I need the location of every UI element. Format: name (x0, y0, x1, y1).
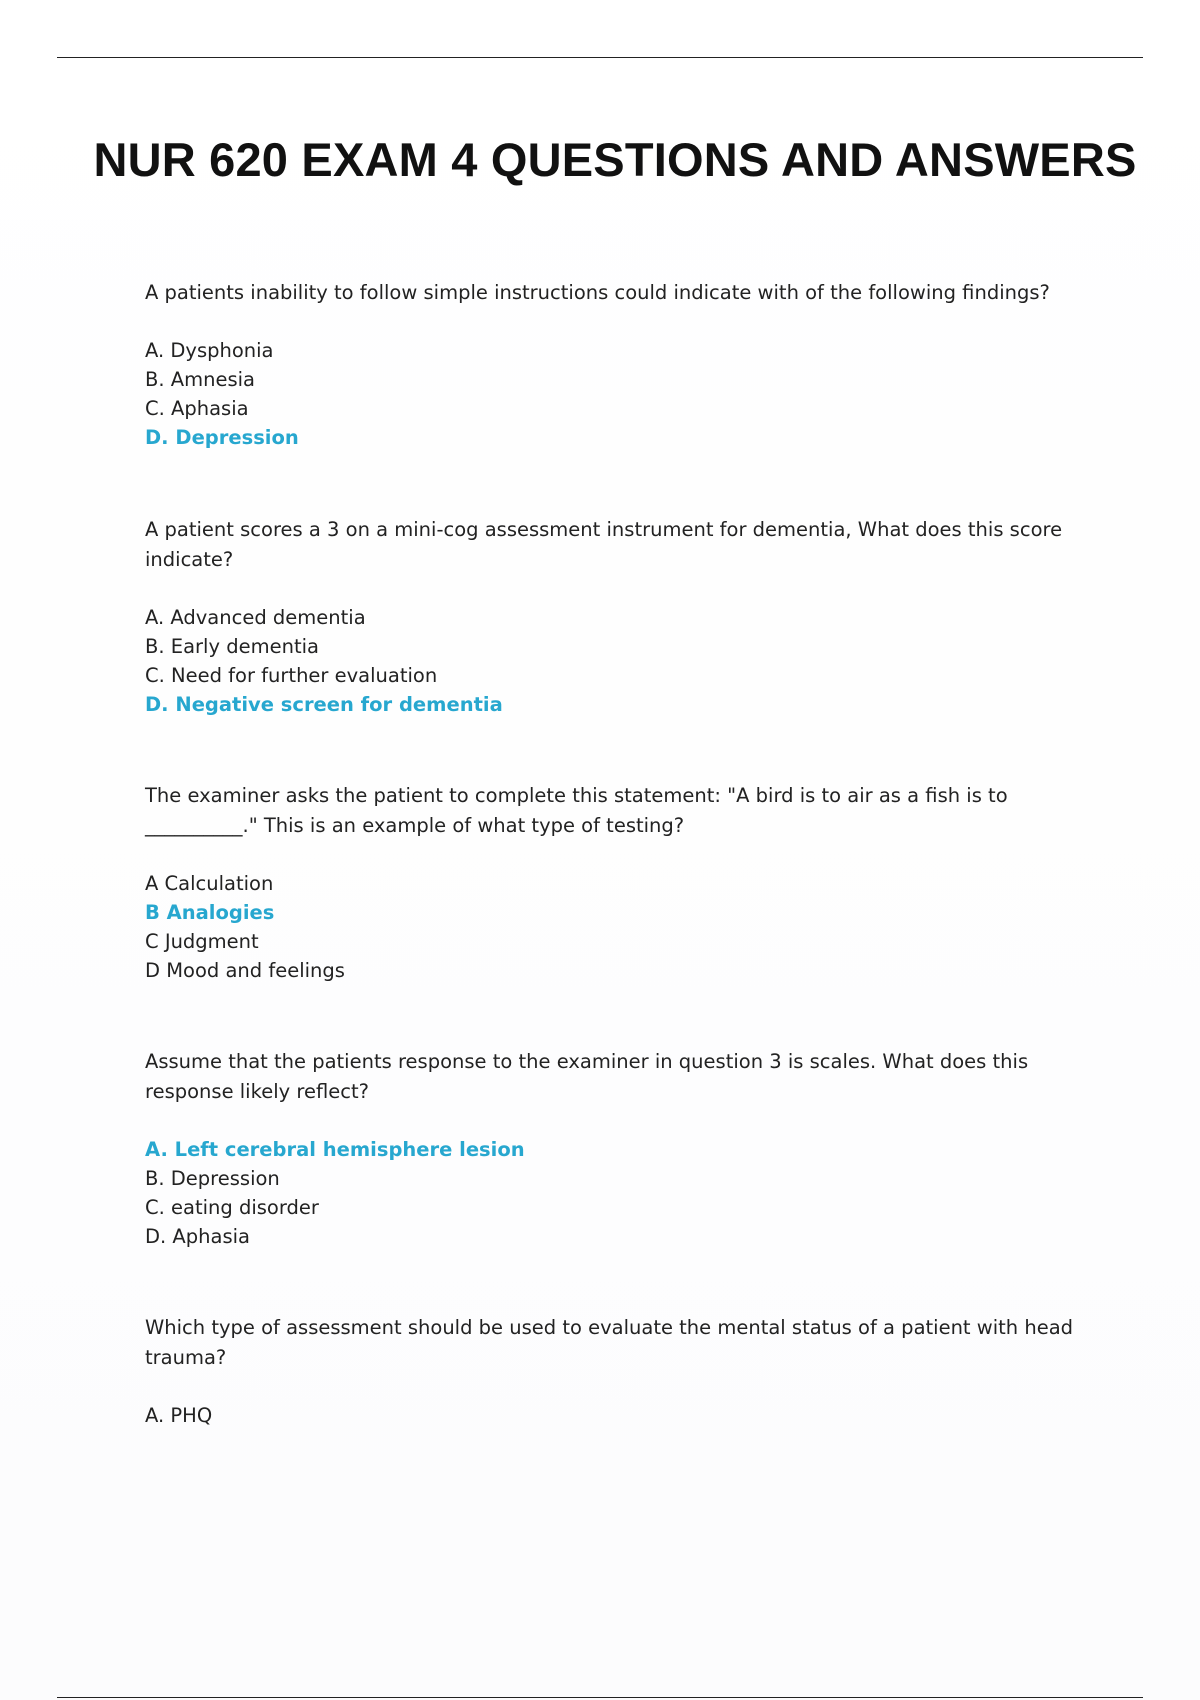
answer-option: B. Amnesia (145, 368, 255, 391)
answer-options (145, 869, 1080, 985)
answer-option: C. Aphasia (145, 397, 249, 420)
answer-options (145, 603, 1080, 719)
answer-option: A. PHQ (145, 1404, 213, 1427)
answer-option: A Calculation (145, 872, 274, 895)
answer-option: C. Need for further evaluation (145, 664, 438, 687)
correct-answer-option: D. Negative screen for dementia (145, 693, 503, 716)
correct-answer-option: A. Left cerebral hemisphere lesion (145, 1138, 525, 1161)
question-block-3 (145, 781, 1080, 985)
answer-options (145, 1135, 1080, 1251)
document-title: NUR 620 EXAM 4 QUESTIONS AND ANSWERS (93, 133, 1137, 186)
correct-answer-option: B Analogies (145, 901, 275, 924)
answer-option: A. Advanced dementia (145, 606, 366, 629)
question-block-5 (145, 1313, 1080, 1430)
answer-options (145, 1401, 1080, 1430)
question-text: Which type of assessment should be used to evaluate the mental status of a patient with head trauma? (145, 1316, 1074, 1369)
question-text: Assume that the patients response to the examiner in question 3 is scales. What does this response likely reflect? (145, 1050, 1029, 1103)
question-text: A patients inability to follow simple instructions could indicate with of the following findings? (145, 281, 1050, 304)
question-text: The examiner asks the patient to complete this statement: "A bird is to air as a fish is to __________." This is an example of what type of testing? (145, 784, 1008, 837)
top-rule (57, 57, 1143, 58)
answer-option: C Judgment (145, 930, 259, 953)
bottom-rule (57, 1697, 1143, 1698)
question-block-4 (145, 1047, 1080, 1251)
question-block-1 (145, 278, 1080, 452)
answer-option: B. Depression (145, 1167, 280, 1190)
answer-option: D Mood and feelings (145, 959, 345, 982)
answer-option: B. Early dementia (145, 635, 319, 658)
question-text: A patient scores a 3 on a mini-cog assessment instrument for dementia, What does this score indicate? (145, 518, 1063, 571)
answer-option: A. Dysphonia (145, 339, 274, 362)
answer-option: D. Aphasia (145, 1225, 250, 1248)
question-block-2 (145, 515, 1080, 719)
answer-options (145, 336, 1080, 452)
answer-option: C. eating disorder (145, 1196, 319, 1219)
correct-answer-option: D. Depression (145, 426, 299, 449)
